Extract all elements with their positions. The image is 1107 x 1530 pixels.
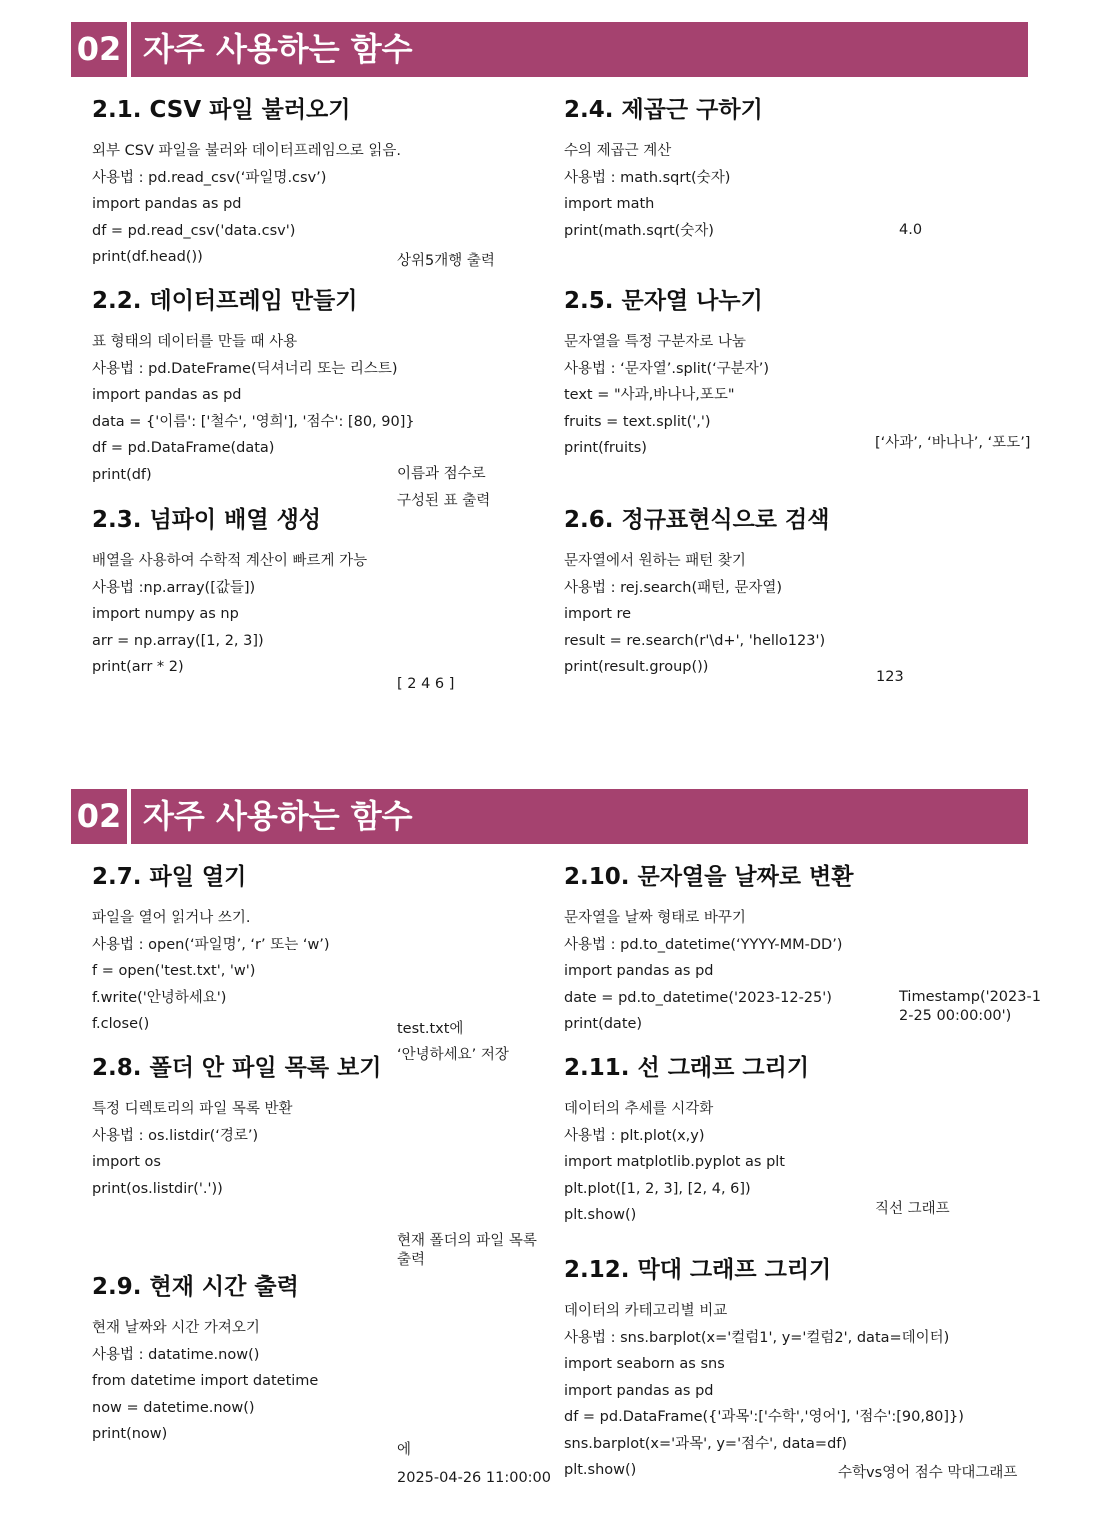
section-title: 2.8. 폴더 안 파일 목록 보기: [92, 1055, 382, 1081]
code-line: f.write('안녕하세요'): [92, 989, 227, 1006]
code-line: import os: [92, 1154, 161, 1170]
code-line: plt.plot([1, 2, 3], [2, 4, 6]): [564, 1180, 751, 1197]
code-line: 수의 제곱근 계산: [564, 143, 672, 159]
output-note: 현재 폴더의 파일 목록 출력: [397, 1233, 537, 1268]
code-line: print(math.sqrt(숫자): [564, 222, 714, 239]
section-banner: [71, 22, 1028, 77]
section-title: 2.2. 데이터프레임 만들기: [92, 288, 358, 314]
code-line: 사용법 : pd.DateFrame(딕셔너리 또는 리스트): [92, 360, 398, 377]
section-title: 2.6. 정규표현식으로 검색: [564, 507, 830, 533]
code-line: 문자열을 날짜 형태로 바꾸기: [564, 910, 746, 926]
code-line: date = pd.to_datetime('2023-12-25'): [564, 989, 832, 1006]
banner-number: 02: [76, 30, 122, 68]
section-body: [92, 905, 562, 1038]
output-note: 직선 그래프: [875, 1201, 950, 1217]
code-line: 사용법 : math.sqrt(숫자): [564, 169, 731, 186]
section-regex: [564, 505, 1034, 681]
code-line: df = pd.read_csv('data.csv'): [92, 222, 296, 239]
section-dataframe: [92, 286, 562, 488]
code-line: print(now): [92, 1426, 168, 1442]
output-note: 구성된 표 출력: [397, 493, 491, 509]
code-line: 사용법 : rej.search(패턴, 문자열): [564, 579, 783, 596]
code-line: 파일을 열어 읽거나 쓰기.: [92, 910, 251, 926]
code-line: print(df.head()): [92, 249, 203, 265]
section-title: 2.10. 문자열을 날짜로 변환: [564, 864, 854, 890]
code-line: f = open('test.txt', 'w'): [92, 963, 256, 979]
code-line: 사용법 : pd.read_csv(‘파일명.csv’): [92, 169, 327, 186]
output-note: 4.0: [899, 222, 923, 238]
output-note: 2025-04-26 11:00:00: [397, 1470, 551, 1486]
code-line: 표 형태의 데이터를 만들 때 사용: [92, 334, 298, 350]
section-banner: [71, 789, 1028, 844]
code-line: data = {'이름': ['철수', '영희'], '점수': [80, 90]}: [92, 413, 415, 430]
section-body: [92, 1096, 562, 1202]
code-line: fruits = text.split(','): [564, 413, 711, 430]
code-line: sns.barplot(x='과목', y='점수', data=df): [564, 1435, 848, 1452]
code-line: 사용법 : open(‘파일명’, ‘r’ 또는 ‘w’): [92, 936, 330, 953]
code-line: plt.show(): [564, 1462, 637, 1478]
section-title: 2.1. CSV 파일 불러오기: [92, 97, 351, 123]
section-title: 2.5. 문자열 나누기: [564, 288, 763, 314]
section-title: 2.12. 막대 그래프 그리기: [564, 1257, 832, 1283]
code-line: import math: [564, 196, 655, 212]
code-line: print(date): [564, 1016, 643, 1032]
section-open-file: [92, 862, 562, 1038]
code-line: 사용법 : datatime.now(): [92, 1346, 260, 1363]
code-line: 외부 CSV 파일을 불러와 데이터프레임으로 읽음.: [92, 143, 402, 159]
section-line-plot: [564, 1053, 1034, 1229]
output-note: [‘사과’, ‘바나나’, ‘포도’]: [875, 435, 1031, 451]
section-title: 2.11. 선 그래프 그리기: [564, 1055, 810, 1081]
banner-divider: [127, 789, 131, 844]
code-line: print(arr * 2): [92, 659, 184, 675]
code-line: import numpy as np: [92, 606, 239, 622]
code-line: import seaborn as sns: [564, 1356, 725, 1372]
code-line: plt.show(): [564, 1207, 637, 1223]
output-note: ‘안녕하세요’ 저장: [397, 1047, 509, 1063]
section-title: 2.4. 제곱근 구하기: [564, 97, 763, 123]
section-numpy: [92, 505, 562, 681]
section-body: [564, 1096, 1034, 1229]
code-line: 문자열에서 원하는 패턴 찾기: [564, 553, 746, 569]
section-datetime-now: [92, 1272, 562, 1448]
code-line: 사용법 :np.array([값들]): [92, 579, 256, 596]
code-line: 배열을 사용하여 수학적 계산이 빠르게 가능: [92, 553, 368, 569]
code-line: import re: [564, 606, 632, 622]
code-line: from datetime import datetime: [92, 1373, 319, 1389]
code-line: 사용법 : plt.plot(x,y): [564, 1127, 705, 1144]
section-title: 2.7. 파일 열기: [92, 864, 247, 890]
section-title: 2.9. 현재 시간 출력: [92, 1274, 299, 1300]
code-line: print(os.listdir('.')): [92, 1180, 223, 1197]
section-body: [92, 138, 562, 271]
output-note: 123: [876, 669, 904, 685]
code-line: import pandas as pd: [92, 196, 242, 212]
section-body: [564, 138, 1034, 244]
output-note: 이름과 점수로: [397, 466, 486, 482]
code-line: import matplotlib.pyplot as plt: [564, 1154, 785, 1170]
output-note: 에: [397, 1442, 412, 1458]
code-line: print(result.group()): [564, 659, 709, 675]
code-line: 문자열을 특정 구분자로 나눔: [564, 334, 746, 350]
code-line: print(df): [92, 466, 152, 483]
section-body: [92, 329, 562, 488]
code-line: df = pd.DataFrame({'과목':['수학','영어'], '점수':[90,80]}): [564, 1409, 964, 1425]
code-line: now = datetime.now(): [92, 1399, 255, 1416]
banner-title: 자주 사용하는 함수: [143, 797, 413, 835]
section-body: [564, 1298, 1034, 1484]
code-line: df = pd.DataFrame(data): [92, 440, 275, 456]
output-note: Timestamp('2023-12-25 00:00:00'): [899, 989, 1041, 1024]
code-line: import pandas as pd: [564, 1382, 714, 1399]
code-line: text = "사과,바나나,포도": [564, 387, 735, 403]
output-note: 수학vs영어 점수 막대그래프: [838, 1465, 1018, 1481]
code-line: 사용법 : ‘문자열’.split(‘구분자’): [564, 360, 770, 377]
banner-divider: [127, 22, 131, 77]
code-line: print(fruits): [564, 440, 647, 456]
code-line: arr = np.array([1, 2, 3]): [92, 632, 264, 649]
banner-title: 자주 사용하는 함수: [143, 30, 413, 68]
code-line: 사용법 : os.listdir(‘경로’): [92, 1127, 259, 1144]
code-line: 현재 날짜와 시간 가져오기: [92, 1320, 260, 1336]
output-note: [ 2 4 6 ]: [397, 676, 455, 692]
code-line: 사용법 : pd.to_datetime(‘YYYY-MM-DD’): [564, 936, 843, 953]
section-bar-plot: [564, 1255, 1034, 1484]
output-note: 상위5개행 출력: [397, 253, 495, 269]
output-note: test.txt에: [397, 1021, 464, 1037]
section-body: [92, 548, 562, 681]
code-line: f.close(): [92, 1016, 150, 1032]
section-body: [564, 548, 1034, 681]
code-line: import pandas as pd: [564, 963, 714, 979]
code-line: 사용법 : sns.barplot(x='컬럼1', y='컬럼2', data=데이터): [564, 1329, 950, 1346]
section-listdir: [92, 1053, 562, 1202]
banner-number: 02: [76, 797, 122, 835]
code-line: 특정 디렉토리의 파일 목록 반환: [92, 1101, 293, 1117]
code-line: result = re.search(r'\d+', 'hello123'): [564, 632, 826, 649]
code-line: 데이터의 추세를 시각화: [564, 1101, 714, 1117]
code-line: import pandas as pd: [92, 387, 242, 403]
code-line: 데이터의 카테고리별 비교: [564, 1303, 728, 1319]
section-body: [92, 1315, 562, 1448]
section-csv: [92, 95, 562, 271]
section-sqrt: [564, 95, 1034, 244]
section-title: 2.3. 넘파이 배열 생성: [92, 507, 322, 533]
